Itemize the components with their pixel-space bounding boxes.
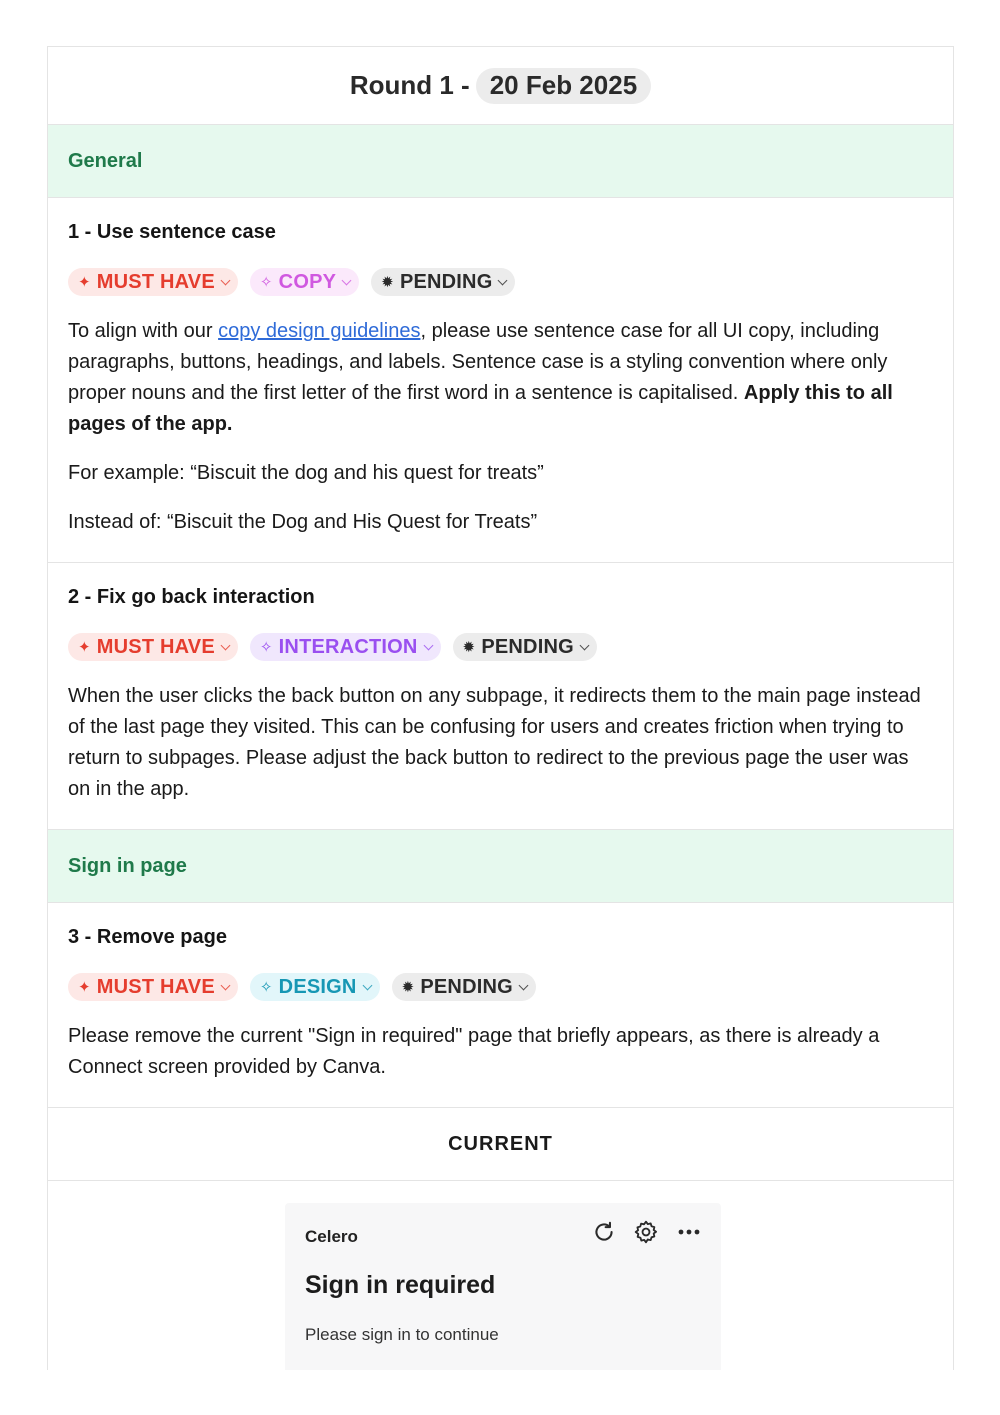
instead-text: Instead of: “Biscuit the Dog and His Quest for Treats”: [68, 511, 538, 533]
section-header-sign-in-page: [48, 830, 953, 903]
four-point-star-icon: ✧: [259, 639, 273, 656]
status-label: PENDING: [420, 975, 513, 998]
app-name: Celero: [305, 1227, 358, 1246]
priority-tag[interactable]: [68, 268, 238, 296]
tag-row: [68, 268, 933, 296]
category-label: INTERACTION: [278, 635, 418, 658]
chevron-down-icon: [498, 275, 508, 285]
feedback-item-1: [48, 198, 953, 563]
status-label: PENDING: [399, 270, 493, 293]
page-title: Round 1 -: [349, 70, 470, 100]
category-tag[interactable]: [250, 973, 380, 1001]
burst-icon: ✹: [462, 639, 476, 656]
priority-tag[interactable]: [68, 633, 238, 661]
chevron-down-icon: [518, 980, 528, 990]
screenshot-toolbar: [591, 1219, 703, 1245]
description-text-cont: , please use sentence case for all UI copy, including paragraphs, buttons, headings, and labels. Sentence case is a styling convention where only proper nouns and the first letter of the first word in a sentence is capitalised.: [68, 320, 888, 404]
status-label: PENDING: [481, 635, 574, 658]
status-tag[interactable]: [453, 633, 597, 661]
chevron-down-icon: [362, 980, 372, 990]
example-text: For example: “Biscuit the dog and his quest for treats”: [68, 462, 544, 484]
burst-icon: ✹: [401, 979, 415, 996]
current-screenshot-area: [48, 1181, 953, 1370]
screenshot-subtext: Please sign in to continue: [305, 1325, 499, 1344]
section-label: Sign in page: [68, 854, 187, 877]
chevron-down-icon: [342, 275, 352, 285]
item-title: 3 - Remove page: [68, 926, 227, 948]
screenshot-sign-in-page: [285, 1203, 721, 1370]
item-description: [68, 316, 933, 440]
item-title: 1 - Use sentence case: [68, 221, 276, 243]
priority-label: MUST HAVE: [96, 975, 215, 998]
feedback-item-3: [48, 903, 953, 1108]
screenshot-heading: Sign in required: [305, 1271, 496, 1299]
description-text: To align with our: [68, 320, 219, 342]
sparkle-icon: ✦: [78, 639, 91, 656]
more-icon: [675, 1219, 703, 1245]
chevron-down-icon: [220, 275, 230, 285]
sparkle-icon: ✦: [78, 979, 91, 996]
chevron-down-icon: [423, 640, 433, 650]
item-title: 2 - Fix go back interaction: [68, 586, 315, 608]
copy-guidelines-link[interactable]: copy design guidelines: [218, 320, 421, 342]
category-label: COPY: [278, 270, 337, 293]
date-chip[interactable]: 20 Feb 2025: [476, 68, 651, 104]
status-tag[interactable]: [371, 268, 515, 296]
review-document: [47, 46, 954, 1370]
description-emphasis: Apply this to all pages of the app.: [68, 382, 893, 435]
tag-row: [68, 973, 933, 1001]
section-header-general: [48, 125, 953, 198]
status-tag[interactable]: [392, 973, 536, 1001]
feedback-item-2: [48, 563, 953, 830]
priority-tag[interactable]: [68, 973, 238, 1001]
category-label: DESIGN: [278, 975, 357, 998]
document-header: [48, 47, 953, 125]
item-description: When the user clicks the back button on any subpage, it redirects them to the main page instead of the last page they visited. This can be confusing for users and creates friction when trying to return to subpages. Please adjust the back button to redirect to the previous page the user was on in the app.: [68, 685, 921, 800]
chevron-down-icon: [579, 640, 589, 650]
burst-icon: ✹: [381, 274, 394, 291]
priority-label: MUST HAVE: [96, 635, 215, 658]
gear-icon: [633, 1219, 659, 1245]
current-header: [48, 1108, 953, 1181]
chevron-down-icon: [220, 640, 230, 650]
category-tag[interactable]: [250, 633, 441, 661]
item-description: Please remove the current "Sign in required" page that briefly appears, as there is already a Connect screen provided by Canva.: [68, 1025, 880, 1078]
refresh-icon: [591, 1219, 617, 1245]
section-label: General: [68, 149, 143, 172]
four-point-star-icon: ✧: [259, 274, 273, 291]
four-point-star-icon: ✧: [259, 979, 273, 996]
tag-row: [68, 633, 933, 661]
category-tag[interactable]: [250, 268, 359, 296]
chevron-down-icon: [220, 980, 230, 990]
sparkle-icon: ✦: [78, 274, 91, 291]
priority-label: MUST HAVE: [96, 270, 215, 293]
current-label: CURRENT: [448, 1132, 553, 1155]
